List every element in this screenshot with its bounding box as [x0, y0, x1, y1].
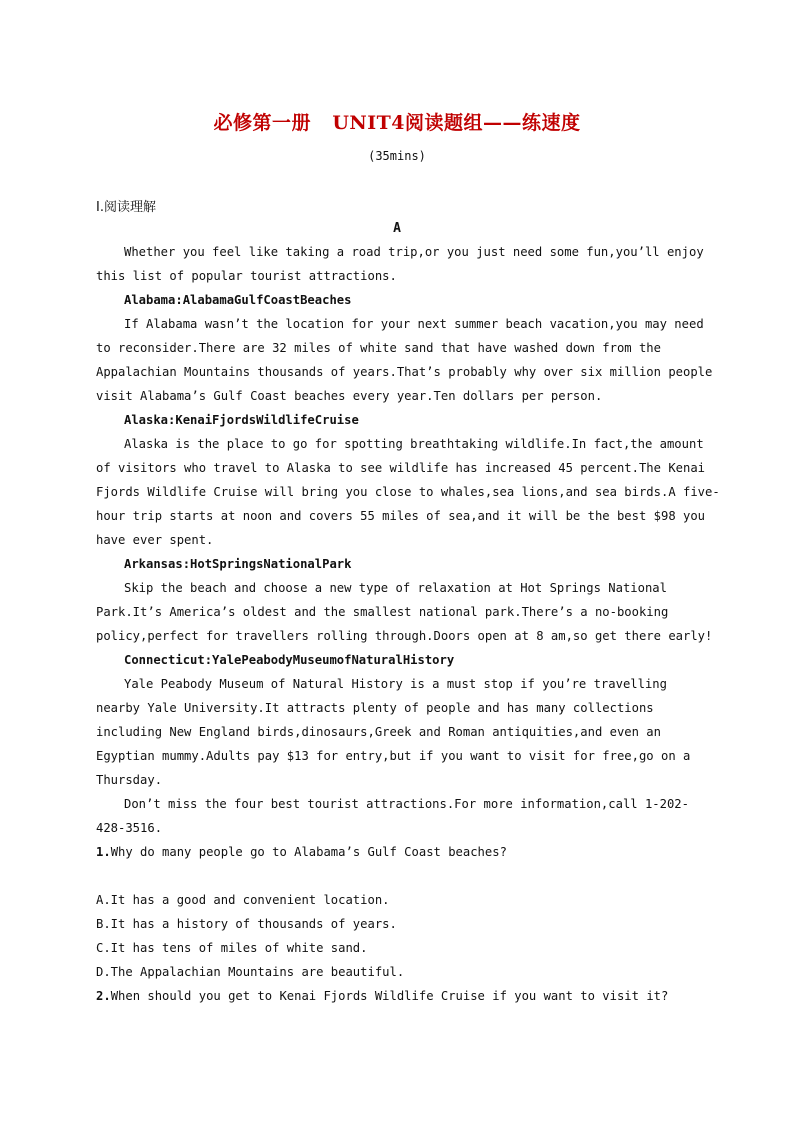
- attraction-heading: Connecticut:YalePeabodyMuseumofNaturalHistory: [124, 653, 455, 667]
- passage-line: this list of popular tourist attractions.: [96, 269, 397, 283]
- attraction-heading: Arkansas:HotSpringsNationalPark: [124, 557, 352, 571]
- passage-label: A: [393, 221, 401, 236]
- passage-line: Egyptian mummy.Adults pay $13 for entry,but if you want to visit for free,go on a: [96, 749, 691, 763]
- passage-line: nearby Yale University.It attracts plenty of people and has many collections: [96, 701, 654, 715]
- passage-line: policy,perfect for travellers rolling through.Doors open at 8 am,so get there early!: [96, 629, 713, 643]
- passage-line: including New England birds,dinosaurs,Greek and Roman antiquities,and even an: [96, 725, 661, 739]
- passage-line: Skip the beach and choose a new type of relaxation at Hot Springs National: [124, 581, 667, 595]
- question-text: Why do many people go to Alabama’s Gulf Coast beaches?: [110, 845, 507, 859]
- question-1: [96, 840, 696, 984]
- option-a: A.It has a good and convenient location.: [96, 893, 390, 907]
- blank-line: [96, 864, 696, 888]
- passage-line: Park.It’s America’s oldest and the smallest national park.There’s a no-booking: [96, 605, 669, 619]
- passage-line: to reconsider.There are 32 miles of white sand that have washed down from the: [96, 341, 661, 355]
- time-limit: (35mins): [368, 149, 426, 163]
- page-title: 必修第一册 UNIT4阅读题组——练速度: [213, 112, 581, 134]
- passage-body: [96, 240, 720, 1008]
- passage-line: Don’t miss the four best tourist attractions.For more information,call 1-202-: [124, 797, 689, 811]
- question-number: 1.: [96, 845, 111, 859]
- option-c: C.It has tens of miles of white sand.: [96, 941, 368, 955]
- passage-line: Appalachian Mountains thousands of years.That’s probably why over six million people: [96, 365, 713, 379]
- passage-text: [96, 240, 720, 840]
- option-d: D.The Appalachian Mountains are beautiful.: [96, 965, 405, 979]
- passage-line: Yale Peabody Museum of Natural History is a must stop if you’re travelling: [124, 677, 667, 691]
- passage-line: hour trip starts at noon and covers 55 miles of sea,and it will be the best $98 you: [96, 509, 706, 523]
- passage-line: 428-3516.: [96, 821, 163, 835]
- passage-line: of visitors who travel to Alaska to see wildlife has increased 45 percent.The Kenai: [96, 461, 706, 475]
- question-stem: [96, 984, 696, 1008]
- passage-line: Alaska is the place to go for spotting breathtaking wildlife.In fact,the amount: [124, 437, 704, 451]
- question-stem: [96, 840, 696, 864]
- attraction-heading: Alaska:KenaiFjordsWildlifeCruise: [124, 413, 359, 427]
- question-number: 2.: [96, 989, 111, 1003]
- option-b: B.It has a history of thousands of years.: [96, 917, 397, 931]
- passage-line: Whether you feel like taking a road trip,or you just need some fun,you’ll enjoy: [124, 245, 704, 259]
- attraction-heading: Alabama:AlabamaGulfCoastBeaches: [124, 293, 352, 307]
- passage-line: If Alabama wasn’t the location for your next summer beach vacation,you may need: [124, 317, 704, 331]
- passage-line: have ever spent.: [96, 533, 214, 547]
- question-2: [96, 984, 696, 1008]
- question-text: When should you get to Kenai Fjords Wildlife Cruise if you want to visit it?: [110, 989, 669, 1003]
- passage-line: Fjords Wildlife Cruise will bring you close to whales,sea lions,and sea birds.A five-: [96, 485, 720, 499]
- passage-line: Thursday.: [96, 773, 163, 787]
- section-heading: Ⅰ.阅读理解: [96, 200, 156, 215]
- passage-line: visit Alabama’s Gulf Coast beaches every year.Ten dollars per person.: [96, 389, 603, 403]
